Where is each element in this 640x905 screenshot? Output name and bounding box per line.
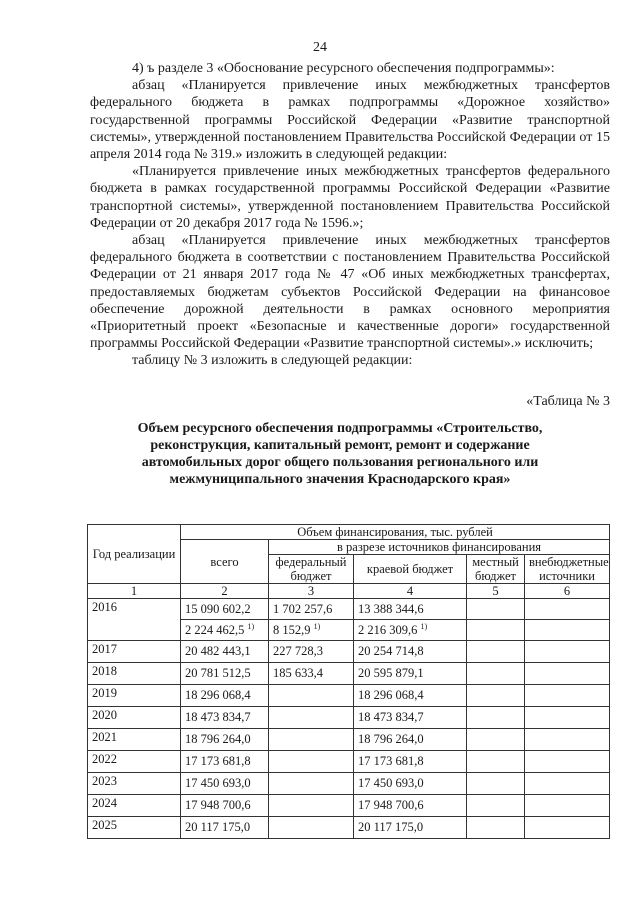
paragraph: «Планируется привлечение иных межбюджетных трансфертов федерального бюджета в рамках государственной программы Российской Федерации «Развитие транспортной системы», утвержденной постановлением Правительства Российской Федерации от 20 декабря 2017 года № 1596.»; <box>90 164 610 231</box>
cell-local <box>467 751 525 773</box>
cell-extra <box>525 685 610 707</box>
cell-extra <box>525 795 610 817</box>
cell-year: 2022 <box>88 751 181 773</box>
paragraph: 4) ъ разделе 3 «Обоснование ресурсного обеспечения подпрограммы»: <box>132 61 555 76</box>
cell-value: 8 152,9 <box>273 623 311 638</box>
cell-total: 20 781 512,5 <box>181 663 269 685</box>
cell-year: 2024 <box>88 795 181 817</box>
cell-extra <box>525 773 610 795</box>
cell-extra <box>525 641 610 663</box>
column-number: 4 <box>354 584 467 599</box>
cell-total: 17 948 700,6 <box>181 795 269 817</box>
table-label: «Таблица № 3 <box>526 394 610 409</box>
cell-extra <box>525 599 610 620</box>
table-row <box>88 729 610 751</box>
cell-total: 18 473 834,7 <box>181 707 269 729</box>
cell-federal <box>269 751 354 773</box>
cell-year: 2023 <box>88 773 181 795</box>
cell-regional: 20 595 879,1 <box>354 663 467 685</box>
table-row <box>88 795 610 817</box>
cell-federal: 1 702 257,6 <box>269 599 354 620</box>
cell-year: 2019 <box>88 685 181 707</box>
cell-total: 20 117 175,0 <box>181 817 269 839</box>
body-text <box>90 60 610 370</box>
cell-total-footnoted <box>181 620 269 641</box>
cell-total: 17 450 693,0 <box>181 773 269 795</box>
cell-federal <box>269 707 354 729</box>
cell-local <box>467 685 525 707</box>
cell-extra <box>525 817 610 839</box>
header-extra: внебюджетные источники <box>525 555 610 584</box>
cell-local <box>467 641 525 663</box>
cell-extra <box>525 751 610 773</box>
cell-year: 2025 <box>88 817 181 839</box>
cell-federal <box>269 685 354 707</box>
cell-regional: 18 296 068,4 <box>354 685 467 707</box>
cell-year: 2020 <box>88 707 181 729</box>
cell-extra <box>525 663 610 685</box>
cell-regional: 20 254 714,8 <box>354 641 467 663</box>
cell-total: 18 296 068,4 <box>181 685 269 707</box>
table-row <box>88 751 610 773</box>
header-local: местный бюджет <box>467 555 525 584</box>
footnote-mark: 1) <box>247 621 255 631</box>
cell-regional: 17 450 693,0 <box>354 773 467 795</box>
cell-regional: 20 117 175,0 <box>354 817 467 839</box>
paragraph: абзац «Планируется привлечение иных межбюджетных трансфертов федерального бюджета в соответствии с постановлением Правительства Российской Федерации от 21 января 2017 года № 47 «Об иных межбюджетных трансфертах, предоставляемых бюджетам субъектов Российской Федерации на финансовое обеспечение дорожной деятельности в рамках основного мероприятия «Приоритетный проект «Безопасные и качественные дороги» государственной программы Российской Федерации «Развитие транспортной системы».» исключить; <box>90 233 610 352</box>
cell-regional: 17 173 681,8 <box>354 751 467 773</box>
cell-extra <box>525 707 610 729</box>
header-federal: федеральный бюджет <box>269 555 354 584</box>
cell-local <box>467 663 525 685</box>
table-row <box>88 663 610 685</box>
column-number: 5 <box>467 584 525 599</box>
cell-year: 2021 <box>88 729 181 751</box>
column-number: 1 <box>88 584 181 599</box>
cell-value: 2 216 309,6 <box>358 623 418 638</box>
cell-total: 18 796 264,0 <box>181 729 269 751</box>
cell-local <box>467 795 525 817</box>
column-number: 2 <box>181 584 269 599</box>
cell-federal <box>269 729 354 751</box>
cell-federal: 227 728,3 <box>269 641 354 663</box>
cell-local <box>467 817 525 839</box>
cell-year: 2016 <box>88 599 181 641</box>
table-title: Объем ресурсного обеспечения подпрограммы «Строительство, реконструкция, капитальный ремонт, ремонт и содержание автомобильных дорог общего пользования регионального или межмуниципального значения Краснодарского края» <box>137 421 543 487</box>
financing-table <box>87 524 610 839</box>
cell-federal: 185 633,4 <box>269 663 354 685</box>
cell-federal <box>269 795 354 817</box>
cell-federal-footnoted <box>269 620 354 641</box>
paragraph: таблицу № 3 изложить в следующей редакции: <box>132 353 413 369</box>
cell-total: 17 173 681,8 <box>181 751 269 773</box>
cell-year: 2017 <box>88 641 181 663</box>
cell-extra <box>525 620 610 641</box>
header-by-source: в разрезе источников финансирования <box>269 540 610 555</box>
table-row <box>88 641 610 663</box>
cell-regional: 18 473 834,7 <box>354 707 467 729</box>
cell-year: 2018 <box>88 663 181 685</box>
cell-federal <box>269 773 354 795</box>
column-number: 3 <box>269 584 354 599</box>
table-row <box>88 685 610 707</box>
footnote-mark: 1) <box>420 621 428 631</box>
table-row <box>88 599 610 620</box>
table-row <box>88 773 610 795</box>
cell-local <box>467 729 525 751</box>
cell-extra <box>525 729 610 751</box>
cell-local <box>467 599 525 620</box>
table-row <box>88 707 610 729</box>
footnote-mark: 1) <box>313 621 321 631</box>
column-number: 6 <box>525 584 610 599</box>
page-number: 24 <box>313 40 327 55</box>
cell-regional: 18 796 264,0 <box>354 729 467 751</box>
header-regional: краевой бюджет <box>354 555 467 584</box>
cell-local <box>467 707 525 729</box>
header-volume: Объем финансирования, тыс. рублей <box>181 525 610 540</box>
cell-total: 15 090 602,2 <box>181 599 269 620</box>
cell-local <box>467 773 525 795</box>
cell-regional-footnoted <box>354 620 467 641</box>
table-row <box>88 817 610 839</box>
cell-total: 20 482 443,1 <box>181 641 269 663</box>
cell-value: 2 224 462,5 <box>185 623 245 638</box>
header-total: всего <box>181 540 269 584</box>
paragraph: абзац «Планируется привлечение иных межбюджетных трансфертов федерального бюджета в рамках подпрограммы «Дорожное хозяйство» государственной программы Российской Федерации «Развитие транспортной системы», утвержденной постановлением Правительства Российской Федерации от 15 апреля 2014 года № 319.» изложить в следующей редакции: <box>90 78 610 163</box>
cell-federal <box>269 817 354 839</box>
cell-regional: 17 948 700,6 <box>354 795 467 817</box>
cell-regional: 13 388 344,6 <box>354 599 467 620</box>
cell-local <box>467 620 525 641</box>
header-year: Год реализации <box>88 525 181 584</box>
